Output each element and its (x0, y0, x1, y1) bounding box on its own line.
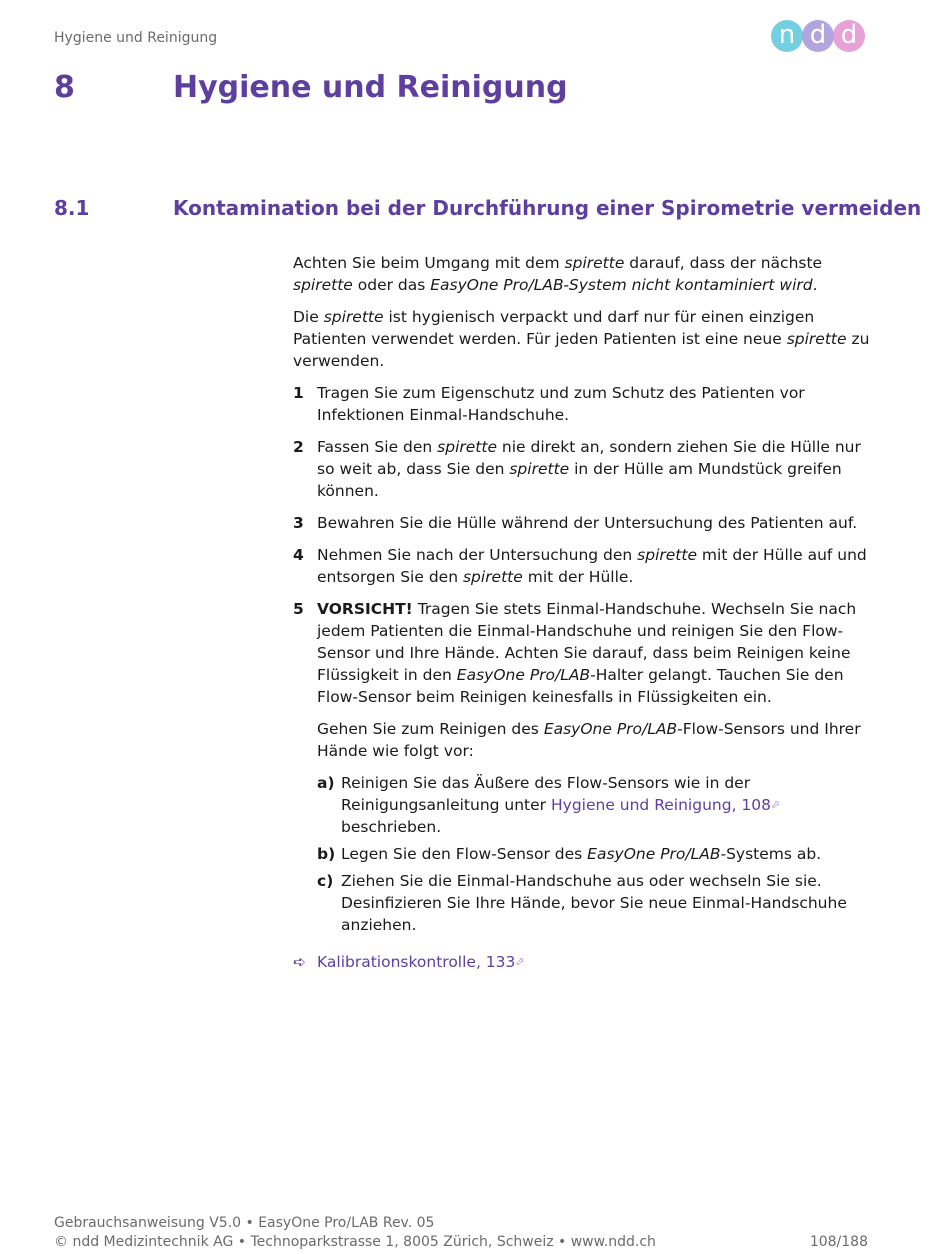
product-term: EasyOne Pro/LAB (456, 666, 591, 684)
substep-text (341, 843, 873, 865)
substep-c (317, 870, 873, 936)
main-content (293, 252, 873, 973)
text-run: -Halter gelangt. Tauchen Sie den Flow-Sensor beim Reinigen keinesfalls in Flüssigkeiten ein. (317, 666, 844, 706)
step-number: 3 (293, 514, 304, 532)
product-term: EasyOne Pro/LAB (543, 720, 678, 738)
text-run: zu verwenden. (293, 330, 870, 370)
step-number: 5 (293, 600, 304, 618)
caution-paragraph (317, 598, 873, 708)
chapter-title: Hygiene und Reinigung (173, 70, 568, 105)
cross-reference-link[interactable]: Hygiene und Reinigung, 108 (550, 796, 772, 814)
substep-label: a) (317, 774, 335, 792)
section-number: 8.1 (54, 196, 90, 220)
product-term: spirette (509, 460, 570, 478)
product-term: spirette (437, 438, 497, 456)
text-run: nie direkt an, sondern ziehen Sie die Hülle nur so weit ab, dass Sie den (317, 438, 861, 478)
text-run: oder das (352, 276, 431, 294)
step-text (317, 598, 873, 941)
step-2 (293, 436, 873, 502)
page-number: 108/188 (809, 1234, 868, 1250)
product-term: spirette (564, 254, 625, 272)
text-run: Tragen Sie zum Eigenschutz und zum Schutz des Patienten vor Infektionen Einmal-Handschuhe. (317, 384, 805, 424)
see-also (293, 951, 873, 973)
logo-circle-n: n (771, 20, 803, 52)
step-number: 1 (293, 384, 304, 402)
product-term: spirette (462, 568, 523, 586)
product-term: spirette (323, 308, 384, 326)
text-run: -Flow-Sensors und Ihrer Hände wie folgt vor: (317, 720, 861, 760)
substep-label: c) (317, 872, 334, 890)
see-also-link[interactable]: Kalibrationskontrolle, 133 (317, 953, 516, 971)
text-run: . (812, 276, 818, 294)
substep-text: Ziehen Sie die Einmal-Handschuhe aus oder wechseln Sie sie. Desinfizieren Sie Ihre Hände, bevor Sie neue Einmal-Handschuhe anziehen. (341, 872, 847, 934)
logo-circle-d1: d (802, 20, 834, 52)
step-1 (293, 382, 873, 426)
text-run: Gehen Sie zum Reinigen des (317, 720, 544, 738)
text-run: Legen Sie den Flow-Sensor des (341, 845, 588, 863)
text-run: -Systems ab. (720, 845, 822, 863)
product-term: spirette (293, 276, 353, 294)
step-text (317, 544, 873, 588)
ndd-logo (772, 20, 865, 52)
text-run: ist hygienisch verpackt und darf nur für einen einzigen Patienten verwendet werden. Für jeden Patienten ist eine neue (293, 308, 815, 348)
text-run: Nehmen Sie nach der Untersuchung den (317, 546, 638, 564)
product-term: EasyOne Pro/LAB-System nicht kontaminiert wird (430, 276, 813, 294)
step-4 (293, 544, 873, 588)
step-number: 4 (293, 546, 304, 564)
substep-a (317, 772, 873, 838)
step-text (317, 436, 873, 502)
text-run: darauf, dass der nächste (624, 254, 823, 272)
intro-paragraph-1 (293, 252, 873, 296)
text-run: Die (293, 308, 324, 326)
intro-paragraph-2 (293, 306, 873, 372)
step-3 (293, 512, 873, 534)
section-title: Kontamination bei der Durchführung einer Spirometrie vermeiden (173, 196, 922, 220)
text-run: Bewahren Sie die Hülle während der Untersuchung des Patienten auf. (317, 514, 858, 532)
step-text (317, 382, 873, 426)
text-run: Reinigen Sie das Äußere des Flow-Sensors wie in der Reinigungsanleitung unter (341, 774, 751, 814)
text-run: in der Hülle am Mundstück greifen können. (317, 460, 842, 500)
product-term: spirette (637, 546, 697, 564)
external-link-icon: ⬀ (771, 798, 781, 811)
product-term: EasyOne Pro/LAB (587, 845, 721, 863)
logo-circle-d2: d (833, 20, 865, 52)
substep-b (317, 843, 873, 865)
footer-line-1: Gebrauchsanweisung V5.0 • EasyOne Pro/LAB Rev. 05 (54, 1215, 435, 1231)
text-run: Fassen Sie den (317, 438, 438, 456)
text-run: Achten Sie beim Umgang mit dem (293, 254, 565, 272)
substep-text (341, 772, 873, 838)
see-also-arrow-icon: ➪ (293, 953, 306, 971)
page-footer (54, 1214, 868, 1252)
step-number: 2 (293, 438, 304, 456)
step-5 (293, 598, 873, 941)
footer-line-2: © ndd Medizintechnik AG • Technoparkstrasse 1, 8005 Zürich, Schweiz • www.ndd.ch (54, 1234, 656, 1250)
text-run: beschrieben. (341, 818, 442, 836)
followup-paragraph (317, 718, 873, 762)
product-term: spirette (786, 330, 847, 348)
text-run: mit der Hülle. (522, 568, 634, 586)
text-run: Tragen Sie stets Einmal-Handschuhe. Wechseln Sie nach jedem Patienten die Einmal-Handschuhe und reinigen Sie den Flow-Sensor und Ihre Hände. Achten Sie darauf, dass beim Reinigen keine Flüssigkeit in den (317, 600, 857, 684)
chapter-number: 8 (54, 70, 75, 105)
caution-label: VORSICHT! (317, 600, 413, 618)
running-header: Hygiene und Reinigung (54, 30, 218, 46)
substep-label: b) (317, 845, 336, 863)
text-run: mit der Hülle auf und entsorgen Sie den (317, 546, 867, 586)
external-link-icon: ⬀ (515, 955, 525, 968)
step-text (317, 512, 873, 534)
